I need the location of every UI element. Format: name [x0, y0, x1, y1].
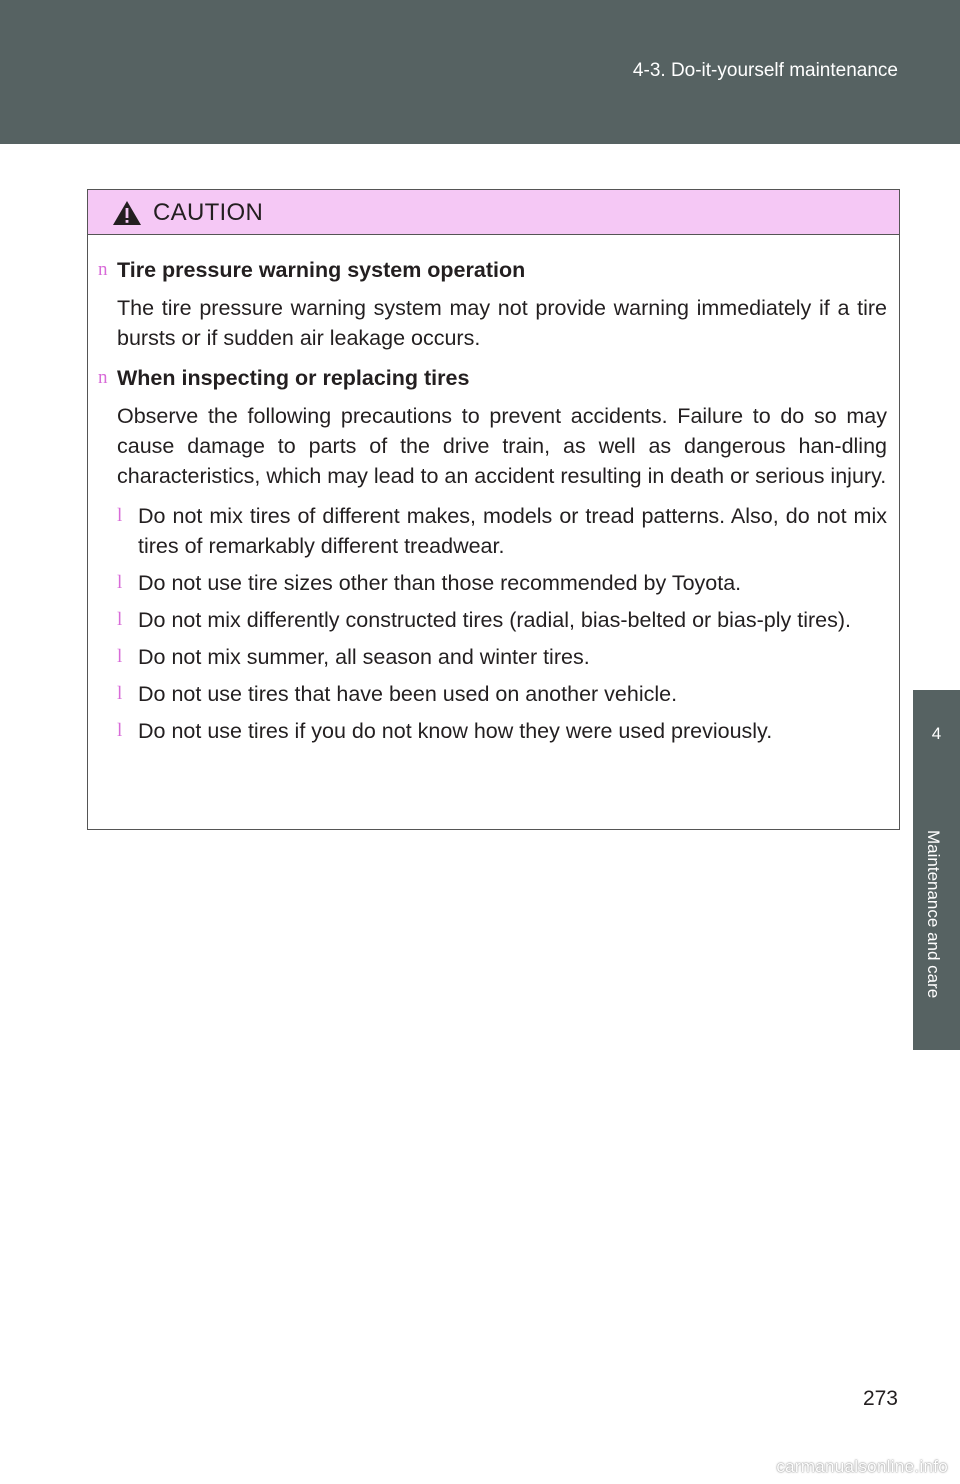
- list-item-text: Do not mix summer, all season and winter tires.: [138, 645, 590, 669]
- header-bar: [0, 0, 960, 144]
- square-bullet-icon: n: [98, 259, 108, 280]
- list-item-text: Do not mix differently constructed tires (radial, bias-belted or bias-ply tires).: [138, 608, 851, 632]
- list-item: [117, 679, 887, 709]
- chapter-side-tab: [913, 690, 960, 1050]
- list-item-text: Do not use tires that have been used on another vehicle.: [138, 682, 678, 706]
- list-item-text: Do not use tires if you do not know how they were used previously.: [138, 719, 773, 743]
- section-paragraph: Observe the following precautions to prevent accidents. Failure to do so may cause damage to parts of the drive train, as well as dangerous han-dling characteristics, which may lead to an accident resulting in death or serious injury.: [117, 404, 887, 488]
- caution-title: CAUTION: [153, 199, 264, 226]
- list-item: [117, 642, 887, 672]
- list-item-text: Do not use tire sizes other than those recommended by Toyota.: [138, 571, 742, 595]
- caution-body: [88, 235, 899, 746]
- section-heading-text: When inspecting or replacing tires: [117, 366, 470, 390]
- caution-box: [87, 189, 900, 830]
- section-heading: [98, 363, 887, 393]
- watermark: carmanualsonline.info: [776, 1457, 948, 1476]
- list-item: [117, 605, 887, 635]
- section-title: 4-3. Do-it-yourself maintenance: [632, 60, 898, 81]
- caution-header: [88, 190, 899, 235]
- chapter-title: Maintenance and care: [924, 830, 943, 999]
- list-item: [117, 501, 887, 561]
- list-item: [117, 568, 887, 598]
- section-paragraph: The tire pressure warning system may not provide warning immediately if a tire bursts or if sudden air leakage occurs.: [117, 296, 887, 350]
- bullet-icon: l: [117, 720, 123, 741]
- warning-triangle-icon: [112, 200, 142, 226]
- section-heading: [98, 255, 887, 285]
- square-bullet-icon: n: [98, 367, 108, 388]
- page-number: 273: [862, 1387, 898, 1410]
- list-item: [117, 716, 887, 746]
- chapter-number: 4: [931, 724, 942, 743]
- bullet-icon: l: [117, 609, 123, 630]
- bullet-icon: l: [117, 572, 123, 593]
- bullet-icon: l: [117, 683, 123, 704]
- bullet-icon: l: [117, 505, 123, 526]
- list-item-text: Do not mix tires of different makes, models or tread patterns. Also, do not mix tires of remarkably different treadwear.: [138, 504, 887, 558]
- section-heading-text: Tire pressure warning system operation: [117, 258, 526, 282]
- bullet-icon: l: [117, 646, 123, 667]
